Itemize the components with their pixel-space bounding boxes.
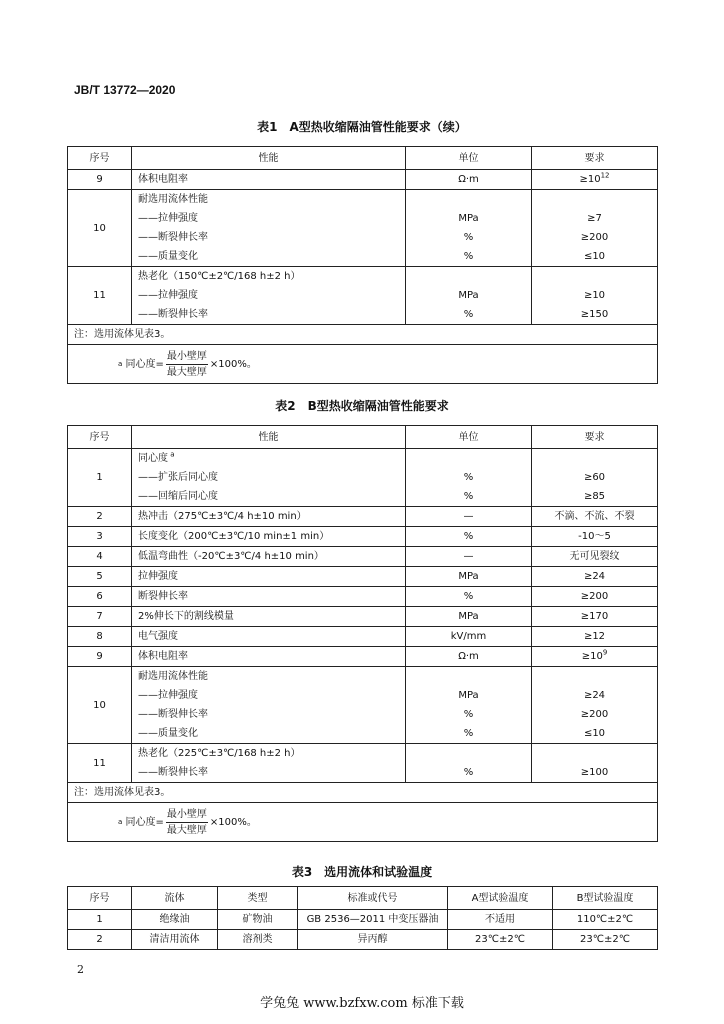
footer-watermark: 学兔兔 www.bzfxw.com 标准下载 — [260, 996, 464, 1011]
concentricity-formula: a 同心度= $\frac{\text{最小壁厚}}{\text{最大壁厚}}$ ×100%。 — [118, 808, 257, 836]
requirement-cell — [532, 170, 658, 190]
requirement-cell — [532, 587, 658, 607]
unit-line: Ω·m — [458, 651, 479, 662]
note-row — [68, 325, 658, 345]
unit-line: % — [463, 472, 474, 483]
property-line: 拉伸强度 — [138, 571, 178, 582]
requirement-cell — [532, 527, 658, 547]
requirement-line: 无可见裂纹 — [569, 551, 620, 562]
requirement-cell — [532, 607, 658, 627]
row-number: 9 — [68, 647, 132, 667]
requirement-line — [538, 449, 651, 468]
table-row — [68, 449, 658, 507]
table3-header-row — [68, 887, 658, 910]
requirement-cell — [532, 190, 658, 267]
property-cell — [132, 567, 406, 587]
property-cell — [132, 190, 406, 267]
property-cell — [132, 587, 406, 607]
unit-line: — — [463, 511, 474, 522]
column-header: 单位 — [406, 426, 532, 449]
table-row — [68, 607, 658, 627]
formula-tail: ×100%。 — [209, 816, 257, 828]
row-number: 11 — [68, 744, 132, 783]
requirement-line — [538, 744, 651, 763]
table-cell: 溶剂类 — [218, 930, 298, 950]
unit-line: MPa — [458, 571, 479, 582]
property-cell — [132, 507, 406, 527]
unit-line: % — [463, 767, 474, 778]
requirement-cell — [532, 647, 658, 667]
unit-line: MPa — [458, 213, 479, 224]
unit-cell — [406, 449, 532, 507]
unit-cell — [406, 170, 532, 190]
requirement-line: ≤10 — [583, 728, 606, 739]
row-number: 9 — [68, 170, 132, 190]
unit-cell — [406, 547, 532, 567]
property-line: ——断裂伸长率 — [138, 767, 208, 778]
row-number: 10 — [68, 190, 132, 267]
table-row — [68, 527, 658, 547]
unit-cell — [406, 567, 532, 587]
property-line: 耐选用流体性能 — [138, 194, 208, 205]
requirement-line — [538, 267, 651, 286]
requirement-line: ≥24 — [583, 690, 606, 701]
requirement-cell — [532, 744, 658, 783]
table-row — [68, 267, 658, 325]
unit-cell — [406, 647, 532, 667]
unit-cell — [406, 527, 532, 547]
unit-line — [412, 267, 525, 286]
unit-line: MPa — [458, 690, 479, 701]
requirement-line: ≥60 — [583, 472, 606, 483]
footnote-row — [68, 345, 658, 384]
property-line: ——扩张后同心度 — [138, 472, 218, 483]
table3 — [67, 886, 658, 950]
property-line: ——质量变化 — [138, 251, 198, 262]
property-line: ——断裂伸长率 — [138, 309, 208, 320]
table-cell: 110℃±2℃ — [553, 910, 658, 930]
exponent: 9 — [602, 648, 608, 657]
property-cell — [132, 607, 406, 627]
unit-line: % — [463, 591, 474, 602]
requirement-cell — [532, 627, 658, 647]
concentricity-formula: a 同心度= $\frac{\text{最小壁厚}}{\text{最大壁厚}}$ ×100%。 — [118, 350, 257, 378]
formula-tail: ×100%。 — [209, 358, 257, 370]
unit-line: MPa — [458, 611, 479, 622]
requirement-line: ≥24 — [583, 571, 606, 582]
unit-line — [412, 190, 525, 209]
column-header: 性能 — [132, 147, 406, 170]
requirement-line: ≥200 — [580, 709, 609, 720]
column-header: 要求 — [532, 426, 658, 449]
property-line: ——质量变化 — [138, 728, 198, 739]
requirement-line: -10～5 — [578, 531, 611, 542]
formula-label: 同心度= — [122, 358, 164, 370]
table-row — [68, 930, 658, 950]
unit-line: kV/mm — [450, 631, 487, 642]
column-header: A型试验温度 — [448, 887, 553, 910]
fraction — [166, 349, 208, 380]
table-row — [68, 190, 658, 267]
unit-cell — [406, 587, 532, 607]
table-row — [68, 627, 658, 647]
table-row — [68, 507, 658, 527]
property-line: 热冲击（275℃±3℃/4 h±10 min） — [138, 511, 307, 522]
table-row — [68, 587, 658, 607]
fraction — [166, 807, 208, 838]
row-number: 8 — [68, 627, 132, 647]
unit-cell — [406, 607, 532, 627]
requirement-line: $\ge 10^{12}$ — [579, 171, 610, 185]
unit-cell — [406, 507, 532, 527]
property-line: ——拉伸强度 — [138, 213, 198, 224]
column-header: B型试验温度 — [553, 887, 658, 910]
requirement-line: ≥200 — [580, 232, 609, 243]
exponent: 12 — [600, 171, 610, 180]
table-cell: 23℃±2℃ — [553, 930, 658, 950]
table-cell: 绝缘油 — [132, 910, 218, 930]
property-line: ——拉伸强度 — [138, 290, 198, 301]
requirement-line: ≥12 — [583, 631, 606, 642]
table2-header-row — [68, 426, 658, 449]
unit-line: % — [463, 728, 474, 739]
unit-cell — [406, 744, 532, 783]
property-line: 体积电阻率 — [138, 651, 188, 662]
property-line: 体积电阻率 — [138, 174, 188, 185]
table3-caption: 表3 选用流体和试验温度 — [291, 865, 433, 879]
property-cell — [132, 667, 406, 744]
property-cell — [132, 647, 406, 667]
table-row — [68, 547, 658, 567]
property-line: 热老化（225℃±3℃/168 h±2 h） — [138, 748, 301, 759]
table-row — [68, 667, 658, 744]
property-line: ——回缩后同心度 — [138, 491, 218, 502]
column-header: 序号 — [68, 887, 132, 910]
requirement-cell — [532, 547, 658, 567]
column-header: 单位 — [406, 147, 532, 170]
unit-line: Ω·m — [458, 174, 479, 185]
column-header: 流体 — [132, 887, 218, 910]
column-header: 标准或代号 — [298, 887, 448, 910]
requirement-cell — [532, 449, 658, 507]
requirement-line: ≥200 — [580, 591, 609, 602]
unit-line: % — [463, 709, 474, 720]
unit-cell — [406, 190, 532, 267]
table-row — [68, 744, 658, 783]
unit-line: % — [463, 531, 474, 542]
row-number: 3 — [68, 527, 132, 547]
requirement-cell — [532, 507, 658, 527]
property-line: 低温弯曲性（-20℃±3℃/4 h±10 min） — [138, 551, 324, 562]
unit-line: % — [463, 251, 474, 262]
table1-header-row — [68, 147, 658, 170]
unit-line: % — [463, 491, 474, 502]
property-line: 耐选用流体性能 — [138, 671, 208, 682]
table-note: 注：选用流体见表3。 — [68, 783, 658, 803]
table1 — [67, 146, 658, 384]
note-row — [68, 783, 658, 803]
property-line: 同心度 $^a$ — [138, 450, 175, 464]
column-header: 类型 — [218, 887, 298, 910]
property-cell — [132, 267, 406, 325]
unit-line: % — [463, 232, 474, 243]
table-cell: 2 — [68, 930, 132, 950]
footnote-mark: a — [168, 450, 175, 459]
property-line: ——拉伸强度 — [138, 690, 198, 701]
row-number: 4 — [68, 547, 132, 567]
column-header: 性能 — [132, 426, 406, 449]
requirement-line: ≥100 — [580, 767, 609, 778]
property-line: ——断裂伸长率 — [138, 709, 208, 720]
table-cell: 异丙醇 — [298, 930, 448, 950]
numerator: 最小壁厚 — [166, 349, 208, 365]
unit-line: % — [463, 309, 474, 320]
table1-caption: 表1 A型热收缩隔油管性能要求（续） — [257, 120, 467, 134]
table-row — [68, 567, 658, 587]
property-line: 热老化（150℃±2℃/168 h±2 h） — [138, 271, 301, 282]
denominator: 最大壁厚 — [166, 824, 207, 836]
table2 — [67, 425, 658, 842]
property-line: 电气强度 — [138, 631, 178, 642]
row-number: 2 — [68, 507, 132, 527]
unit-line: MPa — [458, 290, 479, 301]
requirement-line: ≥7 — [587, 213, 602, 224]
requirement-line: 不滴、不流、不裂 — [554, 511, 635, 522]
formula-label: 同心度= — [122, 816, 164, 828]
requirement-cell — [532, 267, 658, 325]
property-line: ——断裂伸长率 — [138, 232, 208, 243]
standard-code: JB/T 13772—2020 — [74, 83, 176, 97]
column-header: 序号 — [68, 147, 132, 170]
property-cell — [132, 527, 406, 547]
table-row — [68, 170, 658, 190]
table-row — [68, 910, 658, 930]
unit-line — [412, 449, 525, 468]
requirement-line: ≥10 — [583, 290, 606, 301]
requirement-line: $\ge 10^9$ — [581, 648, 608, 662]
column-header: 要求 — [532, 147, 658, 170]
property-line: 2%伸长下的割线模量 — [138, 611, 234, 622]
denominator: 最大壁厚 — [166, 366, 207, 378]
footnote-cell — [68, 345, 658, 384]
property-line: 断裂伸长率 — [138, 591, 188, 602]
property-line: 长度变化（200℃±3℃/10 min±1 min） — [138, 531, 330, 542]
property-cell — [132, 627, 406, 647]
requirement-line: ≤10 — [583, 251, 606, 262]
unit-cell — [406, 267, 532, 325]
column-header: 序号 — [68, 426, 132, 449]
footnote-row — [68, 803, 658, 842]
property-cell — [132, 744, 406, 783]
unit-line — [412, 667, 525, 686]
table-row — [68, 647, 658, 667]
table-cell: 1 — [68, 910, 132, 930]
unit-cell — [406, 667, 532, 744]
row-number: 7 — [68, 607, 132, 627]
requirement-line — [538, 190, 651, 209]
requirement-cell — [532, 667, 658, 744]
requirement-line: ≥170 — [580, 611, 609, 622]
property-cell — [132, 449, 406, 507]
requirement-cell — [532, 567, 658, 587]
requirement-line — [538, 667, 651, 686]
table2-caption: 表2 B型热收缩隔油管性能要求 — [275, 399, 449, 413]
unit-cell — [406, 627, 532, 647]
footnote-cell — [68, 803, 658, 842]
table-cell: GB 2536—2011 中变压器油 — [298, 910, 448, 930]
row-number: 5 — [68, 567, 132, 587]
requirement-line: ≥150 — [580, 309, 609, 320]
row-number: 6 — [68, 587, 132, 607]
table-note: 注：选用流体见表3。 — [68, 325, 658, 345]
table-cell: 矿物油 — [218, 910, 298, 930]
row-number: 1 — [68, 449, 132, 507]
unit-line: — — [463, 551, 474, 562]
row-number: 10 — [68, 667, 132, 744]
table-cell: 不适用 — [448, 910, 553, 930]
page-number: 2 — [77, 963, 84, 976]
unit-line — [412, 744, 525, 763]
property-cell — [132, 547, 406, 567]
requirement-line: ≥85 — [583, 491, 606, 502]
table-cell: 23℃±2℃ — [448, 930, 553, 950]
property-cell — [132, 170, 406, 190]
row-number: 11 — [68, 267, 132, 325]
numerator: 最小壁厚 — [166, 807, 208, 823]
table-cell: 清洁用流体 — [132, 930, 218, 950]
